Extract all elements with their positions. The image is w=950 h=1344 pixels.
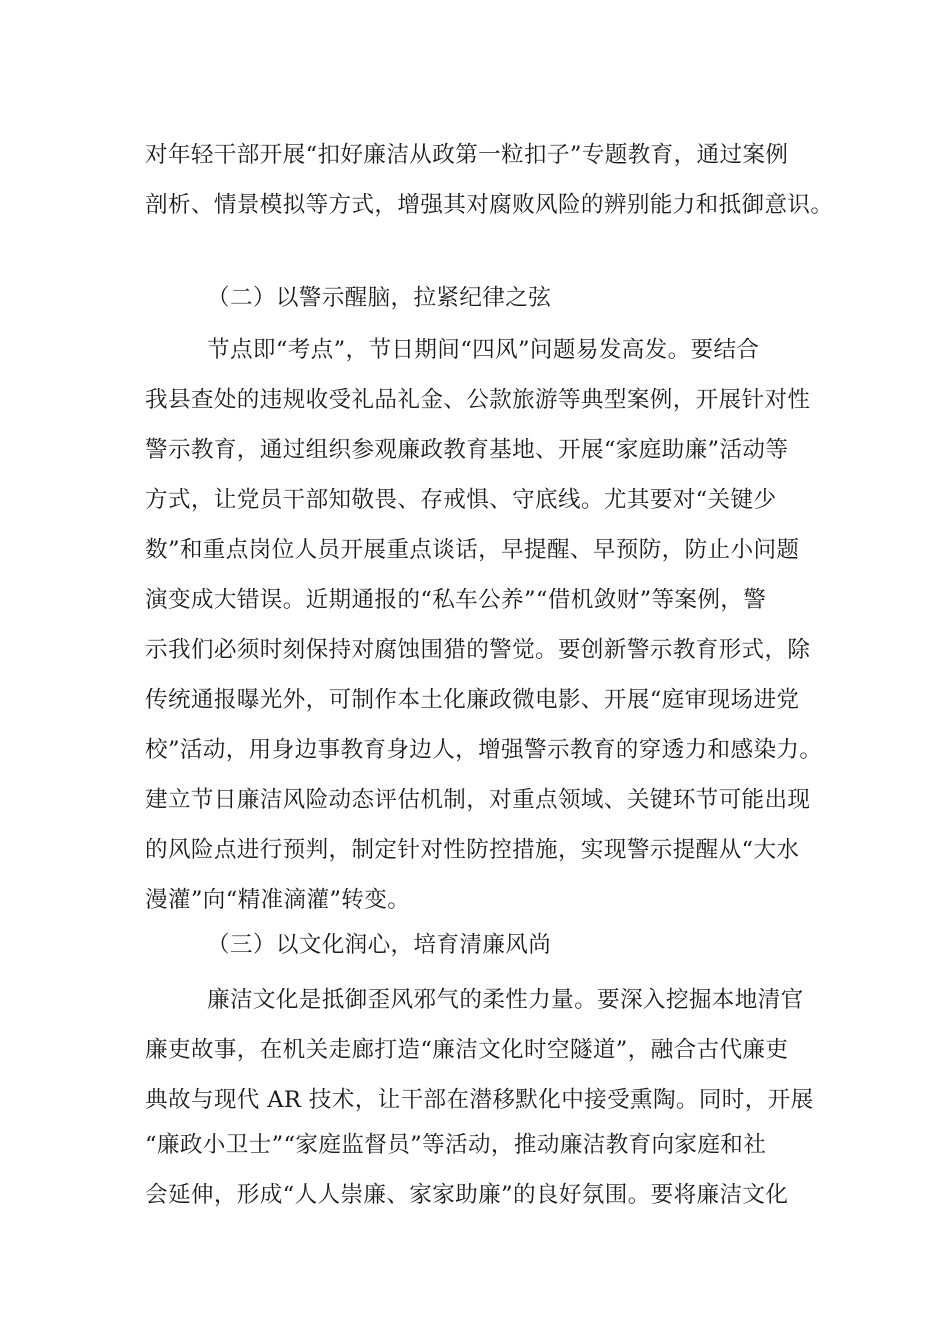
paragraph-line: “廉政小卫士”“家庭监督员”等活动，推动廉洁教育向家庭和社 [145, 1132, 767, 1158]
paragraph-line: 节点即“考点”，节日期间“四风”问题易发高发。要结合 [207, 337, 760, 363]
paragraph-line: 我县查处的违规收受礼品礼金、公款旅游等典型案例，开展针对性 [145, 387, 811, 413]
paragraph-line: 对年轻干部开展“扣好廉洁从政第一粒扣子”专题教育，通过案例 [145, 142, 789, 168]
paragraph-line: 数”和重点岗位人员开展重点谈话，早提醒、早预防，防止小问题 [145, 537, 800, 563]
paragraph-line: 建立节日廉洁风险动态评估机制，对重点领域、关键环节可能出现 [145, 787, 811, 813]
section-heading-3: （三）以文化润心，培育清廉风尚 [207, 932, 552, 958]
paragraph-line: 漫灌”向“精准滴灌”转变。 [145, 887, 411, 913]
paragraph-line: 的风险点进行预判，制定针对性防控措施，实现警示提醒从“大水 [145, 837, 800, 863]
paragraph-line: 会延伸，形成“人人崇廉、家家助廉”的良好氛围。要将廉洁文化 [145, 1182, 789, 1208]
section-heading-2: （二）以警示醒脑，拉紧纪律之弦 [207, 285, 552, 311]
paragraph-line: 方式，让党员干部知敬畏、存戒惧、守底线。尤其要对“关键少 [145, 487, 777, 513]
paragraph-line: 传统通报曝光外，可制作本土化廉政微电影、开展“庭审现场进党 [145, 687, 800, 713]
paragraph-line: 校”活动，用身边事教育身边人，增强警示教育的穿透力和感染力。 [145, 737, 823, 763]
paragraph-line: 廉吏故事，在机关走廊打造“廉洁文化时空隧道”，融合古代廉吏 [145, 1037, 789, 1063]
paragraph-line: 警示教育，通过组织参观廉政教育基地、开展“家庭助廉”活动等 [145, 437, 789, 463]
paragraph-line: 廉洁文化是抵御歪风邪气的柔性力量。要深入挖掘本地清官 [207, 987, 804, 1013]
paragraph-line: 示我们必须时刻保持对腐蚀围猎的警觉。要创新警示教育形式，除 [145, 637, 811, 663]
paragraph-line: 剖析、情景模拟等方式，增强其对腐败风险的辨别能力和抵御意识。 [145, 192, 834, 218]
paragraph-line: 典故与现代 AR 技术，让干部在潜移默化中接受熏陶。同时，开展 [145, 1087, 814, 1113]
paragraph-line: 演变成大错误。近期通报的“私车公养”“借机敛财”等案例，警 [145, 587, 767, 613]
